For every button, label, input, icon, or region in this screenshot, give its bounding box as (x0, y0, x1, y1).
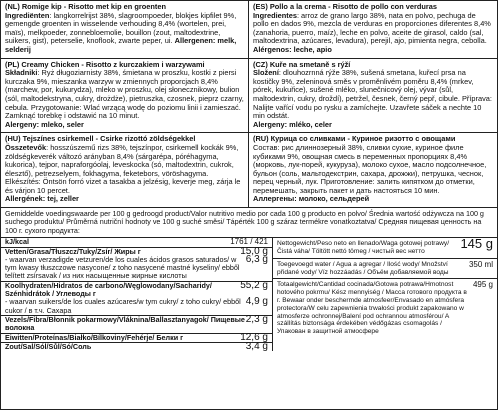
nutrition-row (1, 315, 272, 333)
hu-ingredients: : hosszúszemű rizs 38%, tejszínpor, csirkemell kockák 9%, zöldségkeverék változó arányban 8,4% (sárgarépa, póréhagyma, kukorica), tejpor, napraforgóolaj, leveskocka (só, maltodextrin, cukrok, élesztő), petrezselyem, fokhagyma, feketebors, vöröshagyma. Elkészítés: Öntsön forró vizet a tasakba a jelzésig, keverje meg, zárja le és várjon 10 percet. (5, 142, 241, 195)
block-nl (1, 1, 249, 58)
nl-allergens: Allergenen: melk, selderij (5, 36, 237, 54)
es-allergens: Alérgenos: leche, apio (253, 44, 332, 54)
nutrition-value: 2,3 g (245, 313, 268, 325)
block-pl (1, 58, 249, 133)
hu-allergens: Allergének: tej, zeller (5, 194, 79, 204)
cz-allergens: Alergeny: mléko, celer (253, 119, 332, 129)
cz-title: (CZ) Kuře na smetaně s rýží (253, 59, 351, 69)
weights-panel (273, 238, 497, 351)
nutrition-row (1, 281, 272, 299)
nl-ingredients: : langkorrelrijst 38%, slagroompoeder, blokjes kipfilet 9%, gemengde groenten in wisselende verhouding 8,4% (wortelen, prei, maïs), melkpoeder, zonnebloemolie, bouillon (zout, maltodextrine, suikers, gist), peterselie, knoflook, zwarte peper, ui. (5, 10, 237, 46)
nutrition-label: - waarvan verzadigde vetzuren/de los cuales ácidos grasos saturados/ w tym kwasy tłuszczowe nasycone/ z toho nasycené mastné kyseliny/ ebből telített zsírsavak / из них насыщенные жирные кислоты (5, 254, 240, 281)
block-es (249, 1, 497, 58)
ru-allergens: Аллергены: молоко, сельдерей (253, 194, 370, 204)
nutrition-label: Vezels/Fibra/Błonnik pokarmowy/Vláknina/Ballasztanyagok/ Пищевые волокна (5, 314, 245, 333)
nutrition-header: Gemiddelde voedingswaarde per 100 g gedroogd product/Valor nutritivo medio por cada 100 g producto en polvo/ Średnia wartość odżywcza na 100 g suchego produktu/ Průměrná nutriční hodnoty ve 100 g suché směsi/ Tápérték 100 g száraz termékre vonatkoztatva/ Средняя пищевая ценность на 100 г. сухого продукта: (1, 208, 497, 238)
weight-box (273, 258, 497, 279)
nl-title: (NL) Romige kip - Risotto met kip en groenten (5, 2, 166, 11)
nutrition-value: 6,3 g (245, 253, 268, 265)
block-hu (1, 132, 249, 207)
nl-ingredients-label: Ingrediënten (5, 10, 50, 20)
weight-value: 495 g (472, 280, 493, 290)
nutrition-section (1, 238, 497, 351)
pl-title: (PL) Creamy Chicken - Risotto z kurczakiem i warzywami (5, 59, 205, 69)
block-cz (249, 58, 497, 133)
cz-ingredients: : dlouhozrnná rýže 38%, sušená smetana, kuřecí prsa na kostičky 9%, zeleninová směs v proměnlivém poměru 8,4% (mrkev, pórek, kukuřice), sušené mléko, slunečnicový olej, vývar (sůl, maltodextrin, cukry, droždí), petržel, česnek, černý pepř, cibule. Příprava: Nalijte vařící vodu po rysku a zamíchejte. Uzavřete sáček a nechte 10 min odstát. (253, 68, 492, 121)
ru-text: Состав: рис длиннозерный 38%, сливки сухие, куриное филе кубиками 9%, овощная смесь в переменных пропорциях 8,4% (морковь, лук-порей, кукуруза), молоко сухое, масло подсолнечное, бульон (соль, мальтодекстрин, сахара, дрожжи), петрушка, чеснок, перец черный, лук. Приготовление: залить кипятком до отметки, перемешать, закрыть пакет и дать настояться 10 мин. (253, 142, 487, 195)
nutrition-label: Eiwitten/Proteínas/Białko/Bílkoviny/Fehérje/ Белки г (5, 332, 184, 342)
language-blocks (1, 1, 497, 208)
nutrition-label: Zout/Sal/Sól/Sůl/Só/Соль (5, 341, 92, 351)
weight-value: 350 ml (468, 259, 493, 269)
nutrition-row (1, 238, 272, 246)
nutrition-label: kJ/kcal (5, 237, 29, 247)
hu-ingredients-label: Összetevők (5, 142, 47, 152)
nutrition-value: 1761 / 421 (230, 237, 268, 247)
nutrition-label: - waarvan suikers/de los cuales azúcares/w tym cukry/ z toho cukry/ ebből cukor / в т.ч. Caxapa (5, 297, 241, 315)
weight-box (273, 278, 497, 338)
nutrition-value: 4,9 g (245, 296, 268, 308)
es-ingredients: : arroz de grano largo 38%, nata en polvo, pechuga de pollo en dados 9%, mezcla de verduras en proporciones diferentes 8,4% (zanahoria, puerro, maíz), leche en polvo, aceite de girasol, caldo (sal, maltodextrina, azúcares, levadura), perejil, ajo, pimienta negra, cebolla. (253, 10, 491, 46)
nutrition-row (1, 298, 272, 315)
es-ingredients-label: Ingredientes (253, 10, 297, 20)
nutrition-value: 55,2 g (240, 279, 268, 291)
pl-ingredients-label: Składniki (5, 68, 38, 78)
nutrition-row (1, 342, 272, 351)
ru-title: (RU) Курица со сливками - Куриное ризотто с овощами (253, 134, 456, 144)
es-title: (ES) Pollo a la crema - Risotto de pollo con verduras (253, 2, 437, 11)
nutrition-label: Koolhydraten/Hidratos de carbono/Węglowodany/Sacharidy/ Szénhidrátok / Углеводы г (5, 280, 212, 299)
hu-title: (HU) Tejszínes csirkemell - Csirke rizottó zöldségekkel (5, 134, 196, 144)
pl-allergens: Alergeny: mleko, seler (5, 119, 84, 129)
nutrition-value: 3,4 g (245, 340, 268, 352)
weight-label: Nettogewicht/Peso neto en llenado/Waga gotowej potrawy/Čistá váha/ Töltött nettó tömeg / чистый вес нетто (277, 240, 450, 256)
nutrition-row (1, 333, 272, 342)
block-ru (249, 132, 497, 207)
cz-ingredients-label: Složení (253, 68, 279, 78)
weight-label: Totaalgewicht/Cantidad cocinada/Gotowa potrawa/Hmotnost hotového pokrmu/ Kész mennyiség / Масса готового продукта в г. Bewaar onder beschermde atmosfeer/Envasado en atmósfera protectora/W celu zapewnienia trwałości produkt zapakowano w atmosferze ochronnej/Balení pod ochrannou atmosférou/ A szállítás biztonsága érdekében védőgázas csomagolás / Упакован в защитной атмосфере (277, 281, 467, 336)
weight-box (273, 238, 497, 258)
nutrition-label: Vetten/Grasa/Tłuszcz/Tuky/Zsír/ Жиры г (5, 246, 141, 256)
nutrition-row (1, 253, 272, 281)
weight-value: 145 g (460, 236, 493, 252)
nutrition-table (1, 238, 273, 351)
weight-label: Toegevoegd water / Agua a agregar / Ilość wody/ Množství přidané vody/ Víz hozzáadás / Объём добавляемой воды (277, 260, 449, 276)
pl-ingredients: : Ryż długoziarnisty 38%, śmietana w proszku, kostki z piersi kurczaka 9%, mieszanka warzyw w zmiennych proporcjach 8,4% (marchew, por, kukurydza), mleko w proszku, olej słonecznikowy, bulion (sól, maltodekstryna, cukry, drożdże), pietruszka, czosnek, pieprz czarny, cebula. Przygotowanie: Wlać wrzącą wodę do poziomu linii i zamieszać. Zamknąć torebkę i odstawić na 10 minut. (5, 68, 244, 121)
nutrition-value: 15,0 g (240, 245, 268, 257)
nutrition-value: 12,6 g (240, 331, 268, 343)
